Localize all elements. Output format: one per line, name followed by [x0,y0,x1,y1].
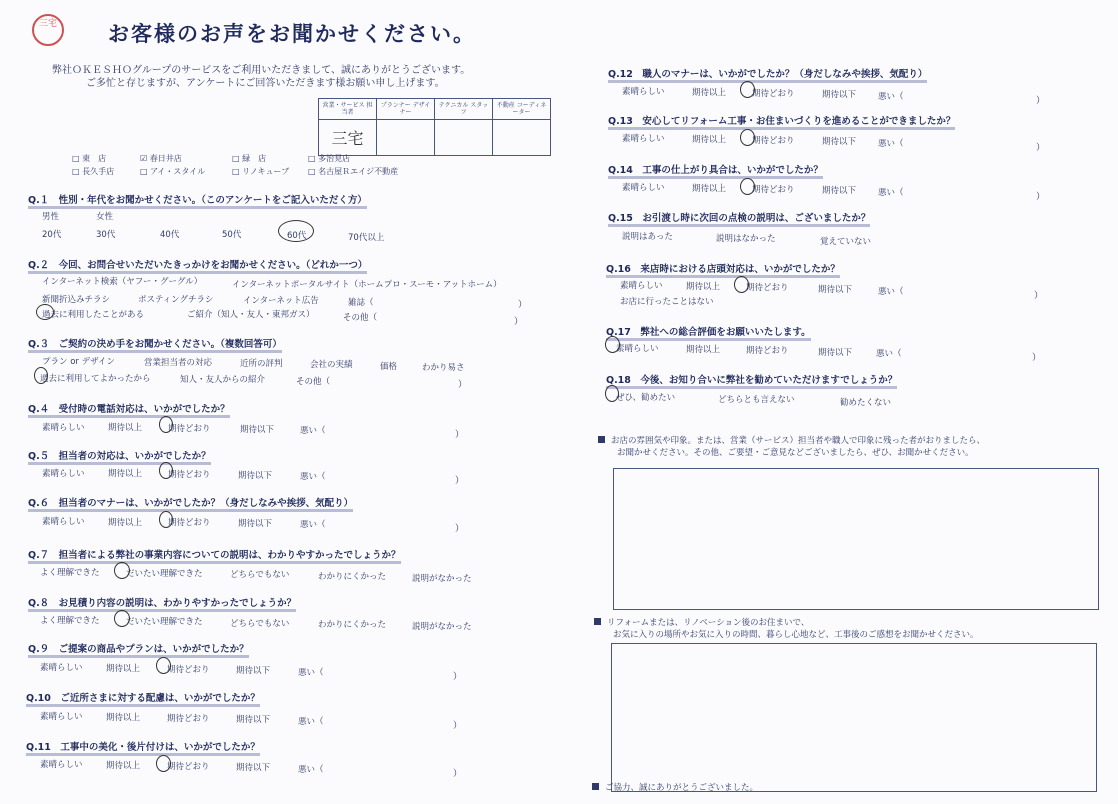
answer-circle [159,511,173,528]
q2-opt[interactable]: インターネット広告 [243,296,319,306]
scale-opt[interactable]: 期待以下 [822,90,857,100]
close-paren: ） [453,672,463,682]
q1-age-50[interactable]: 50代 [222,230,242,240]
answer-circle [156,657,171,674]
scale-opt[interactable]: 素晴らしい [42,469,85,479]
scale-opt[interactable]: 素晴らしい [40,712,83,722]
scale-opt[interactable]: どちらでもない [230,619,290,629]
scale-opt[interactable]: 期待以上 [686,282,721,292]
store-label: 多治見店 [318,154,351,163]
q17-text: Q.17 弊社への総合評価をお願いいたします。 [606,327,811,341]
close-paren: ） [1036,143,1046,153]
close-paren: ） [514,317,524,327]
scale-opt[interactable]: 期待以下 [238,471,273,481]
q1-age-70[interactable]: 70代以上 [348,233,385,243]
scale-opt[interactable]: 説明がなかった [412,574,472,584]
store-label: アイ・スタイル [150,167,206,176]
scale-opt[interactable]: 期待以下 [818,285,853,295]
scale-opt[interactable]: 悪い（ [878,287,904,297]
answer-circle [734,276,749,293]
q18-opt[interactable]: ぜひ、勧めたい [616,393,676,403]
q1-label [28,192,367,206]
q16-text: Q.16 来店時における店頭対応は、いかがでしたか？ [606,264,840,278]
scale-opt[interactable]: 悪い（ [300,520,326,530]
q1-gender-male[interactable]: 男性 [42,212,60,222]
scale-opt[interactable]: 悪い（ [878,139,904,149]
q3-opt[interactable]: 営業担当者の対応 [144,358,213,368]
q13-label [608,113,955,127]
answer-circle [156,755,171,772]
q14-text: Q.14 工事の仕上がり具合は、いかがでしたか？ [608,165,823,179]
q13-text: Q.13 安心してリフォーム工事・お住まいづくりを進めることができましたか？ [608,116,955,130]
q3-opt[interactable]: 知人・友人からの紹介 [180,375,266,385]
q15-opt[interactable]: 覚えていない [820,237,872,247]
free2-heading [594,617,979,641]
scale-opt[interactable]: 素晴らしい [622,87,665,97]
scale-opt[interactable]: 期待以上 [108,518,143,528]
q11-label [26,739,260,753]
q2-opt[interactable]: 新聞折込みチラシ [42,295,111,305]
scale-opt[interactable]: 素晴らしい [622,134,665,144]
stamp-text: 三宅 [38,19,57,29]
close-paren: ） [453,721,463,731]
answer-circle [114,610,130,627]
q1-gender-female[interactable]: 女性 [96,212,114,222]
q3-opt[interactable]: 近所の評判 [240,359,283,369]
q16-no-visit[interactable]: お店に行ったことはない [620,297,714,307]
scale-opt[interactable]: 期待どおり [168,424,211,434]
scale-opt[interactable]: 期待以上 [106,664,141,674]
close-paren: ） [455,476,465,486]
scale-opt[interactable]: 期待どおり [752,185,795,195]
q4-label [28,401,230,415]
q1-age-30[interactable]: 30代 [96,230,116,240]
answer-circle [114,562,130,579]
q18-opt[interactable]: 勧めたくない [840,398,892,408]
scale-opt[interactable]: 素晴らしい [42,517,85,527]
scale-opt[interactable]: どちらでもない [230,570,290,580]
store-midori[interactable]: □ 緑 店 [232,154,267,163]
footer-text: ご協力、誠にありがとうございました。 [605,783,759,793]
scale-opt[interactable]: 素晴らしい [622,183,665,193]
q3-opt[interactable]: プラン or デザイン [42,357,116,367]
q2-opt[interactable]: 過去に利用したことがある [42,310,145,320]
close-paren: ） [455,430,465,440]
scale-opt[interactable]: 期待どおり [746,346,789,356]
store-istyle[interactable]: □ アイ・スタイル [140,167,206,176]
q3-opt[interactable]: 価格 [380,362,398,372]
q5-label [28,448,211,462]
q9-text: Q.９ ご提案の商品やプランは、いかがでしたか？ [28,644,249,658]
q1-age-40[interactable]: 40代 [160,230,180,240]
q6-label [28,495,353,509]
scale-opt[interactable]: 素晴らしい [42,423,85,433]
scale-opt[interactable]: 素晴らしい [40,760,83,770]
q2-opt[interactable]: ご紹介（知人・友人・東邦ガス） [187,310,315,320]
store-nagoya-r[interactable]: □ 名古屋Ｒエイジ不動産 [308,167,399,176]
scale-opt[interactable]: 期待以下 [236,763,271,773]
scale-opt[interactable]: 悪い（ [300,472,326,482]
free1-heading [598,435,985,459]
close-paren: ） [1032,353,1042,363]
scale-opt[interactable]: 期待以上 [692,88,727,98]
q5-text: Q.５ 担当者の対応は、いかがでしたか？ [28,451,211,465]
staff-header: テクニカル スタッフ [435,99,493,120]
q2-opt[interactable]: ポスティングチラシ [138,295,214,305]
staff-table [318,98,551,156]
scale-opt[interactable]: わかりにくかった [318,620,387,630]
q18-label [606,372,897,386]
staff-value[interactable] [493,120,551,156]
answer-circle [605,336,620,353]
close-paren: ） [453,769,463,779]
q14-label [608,162,823,176]
q1-age-20[interactable]: 20代 [42,230,62,240]
close-paren: ） [1036,192,1046,202]
q6-text: Q.６ 担当者のマナーは、いかがでしたか？（身だしなみや挨拶、気配り） [28,498,353,512]
q9-label [28,641,249,655]
scale-opt[interactable]: 期待どおり [752,89,795,99]
store-renocube[interactable]: □ リノキューブ [232,167,290,176]
scale-opt[interactable]: 期待以下 [822,186,857,196]
store-kasugai[interactable]: ☑ 春日井店 [140,154,182,163]
q3-opt[interactable]: 過去に利用してよかったから [40,374,151,384]
answer-circle [159,462,173,479]
intro-line-1: 弊社ＯＫＥＳＨＯグループのサービスをご利用いただきまして、誠にありがとうございます。 [52,65,471,76]
scale-opt[interactable]: 期待以上 [686,345,721,355]
q8-text: Q.８ お見積り内容の説明は、わかりやすかったでしょうか？ [28,598,296,612]
store-label: 東 店 [82,154,107,163]
scale-opt[interactable]: 期待以上 [692,135,727,145]
q10-label [26,690,260,704]
close-paren: ） [458,380,468,390]
q15-opt[interactable]: 説明はなかった [716,234,776,244]
scale-opt[interactable]: 悪い（ [876,349,902,359]
free2-line1: リフォームまたは、リノベーション後のお住まいで、 [607,618,810,628]
scale-opt[interactable]: 期待どおり [752,136,795,146]
q12-text: Q.12 職人のマナーは、いかがでしたか？（身だしなみや挨拶、気配り） [608,69,927,83]
scale-opt[interactable]: よく理解できた [40,616,100,626]
scale-opt[interactable]: 期待どおり [167,762,210,772]
store-label: 春日井店 [149,154,182,163]
q8-label [28,595,296,609]
q3-opt[interactable]: その他（ [296,377,331,387]
q2-opt[interactable]: 雑誌（ [348,298,374,308]
free1-line2: お聞かせください。その他、ご要望・ご意見などございましたら、ぜひ、お聞かせください。 [617,448,974,458]
scale-opt[interactable]: わかりにくかった [318,572,387,582]
scale-opt[interactable]: 悪い（ [300,426,326,436]
answer-circle [278,220,314,242]
store-label: 長久手店 [82,167,115,176]
q11-text: Q.11 工事中の美化・後片付けは、いかがでしたか？ [26,742,260,756]
staff-header: 営業・サービス 担当者 [319,99,377,120]
scale-opt[interactable]: 期待以下 [818,348,853,358]
page-title: お客様のお声をお聞かせください。 [108,22,476,46]
scale-opt[interactable]: 期待以上 [108,423,143,433]
scale-opt[interactable]: 悪い（ [298,717,324,727]
scale-opt[interactable]: 期待どおり [168,470,211,480]
q12-label [608,66,927,80]
q2-opt[interactable]: インターネット検索（ヤフー・グーグル） [42,277,203,287]
answer-circle [605,385,619,402]
q15-opt[interactable]: 説明はあった [622,232,673,242]
scale-opt[interactable]: よく理解できた [40,568,100,578]
answer-circle [159,416,173,433]
intro-line-2: ご多忙と存じますが、アンケートにご回答いただきます様お願い申し上げます。 [86,78,445,89]
scale-opt[interactable]: 悪い（ [298,668,324,678]
q10-text: Q.10 ご近所さまに対する配慮は、いかがでしたか？ [26,693,260,707]
q3-opt[interactable]: 会社の実績 [310,360,353,370]
free2-textbox[interactable] [611,643,1097,792]
scale-opt[interactable]: 悪い（ [298,765,324,775]
answer-circle [740,178,755,195]
free1-textbox[interactable] [613,468,1099,610]
scale-opt[interactable]: 期待以上 [106,761,141,771]
q2-label [28,257,367,271]
scale-opt[interactable]: 期待以下 [240,425,275,435]
staff-value[interactable] [435,120,493,156]
scale-opt[interactable]: 悪い（ [878,188,904,198]
store-label: リノキューブ [242,167,290,176]
scale-opt[interactable]: 素晴らしい [616,344,659,354]
staff-header: 不動産 コーディネーター [493,99,551,120]
store-label: 緑 店 [242,154,267,163]
bullet-icon [592,783,599,790]
q2-text: Q.２ 今回、お問合せいただいたきっかけをお聞かせください。（どれか一つ） [28,260,367,274]
q3-label [28,336,282,350]
q2-opt[interactable]: その他（ [343,313,378,323]
q7-text: Q.７ 担当者による弊社の事業内容についての説明は、わかりやすかったでしょうか？ [28,550,401,564]
q16-label [606,261,840,275]
scale-opt[interactable]: 期待以上 [108,469,143,479]
scale-opt[interactable]: 説明がなかった [412,622,472,632]
staff-header: プランナー デザイナー [377,99,435,120]
bullet-icon [598,436,605,443]
q18-text: Q.18 今後、お知り合いに弊社を勧めていただけますでしょうか？ [606,375,897,389]
q7-label [28,547,401,561]
store-tajimi[interactable]: □ 多治見店 [308,154,351,163]
q15-label [608,210,870,224]
q4-text: Q.４ 受付時の電話対応は、いかがでしたか？ [28,404,230,418]
scale-opt[interactable]: 期待どおり [168,518,211,528]
scale-opt[interactable]: 期待どおり [746,283,789,293]
staff-value[interactable]: 三宅 [319,120,377,156]
scale-opt[interactable]: 期待以下 [238,519,273,529]
q17-label [606,324,811,338]
q18-opt[interactable]: どちらとも言えない [718,395,795,405]
footer-thanks [592,782,758,794]
answer-circle [740,81,755,98]
store-nagakute[interactable]: □ 長久手店 [72,167,115,176]
close-paren: ） [455,524,465,534]
q2-opt[interactable]: インターネットポータルサイト（ホームプロ・スーモ・アットホーム） [232,280,502,290]
q3-text: Q.３ ご契約の決め手をお聞かせください。（複数回答可） [28,339,282,353]
free1-line1: お店の雰囲気や印象。または、営業（サービス）担当者や職人で印象に残った者がおりましたら、 [611,436,986,446]
scale-opt[interactable]: 悪い（ [878,92,904,102]
scale-opt[interactable]: 素晴らしい [620,281,663,291]
store-east[interactable]: □ 東 店 [72,154,107,163]
staff-value[interactable] [377,120,435,156]
seal-stamp [32,14,64,46]
q3-opt[interactable]: わかり易さ [422,363,465,373]
scale-opt[interactable]: 期待どおり [167,714,210,724]
close-paren: ） [518,300,528,310]
scale-opt[interactable]: 期待以下 [236,666,271,676]
scale-opt[interactable]: 期待以上 [106,713,141,723]
answer-circle [34,367,48,384]
store-label: 名古屋Ｒエイジ不動産 [318,167,399,176]
scale-opt[interactable]: 期待どおり [167,665,210,675]
free2-line2: お気に入りの場所やお気に入りの時間、暮らし心地など、工事後のご感想をお聞かせください。 [613,630,979,640]
scale-opt[interactable]: 期待以下 [236,715,271,725]
scale-opt[interactable]: 素晴らしい [40,663,83,673]
answer-circle [740,129,755,146]
bullet-icon [594,618,601,625]
close-paren: ） [1034,291,1044,301]
scale-opt[interactable]: 期待以下 [822,137,857,147]
scale-opt[interactable]: だいたい理解できた [126,617,203,627]
answer-circle [36,304,54,320]
scale-opt[interactable]: 期待以上 [692,184,727,194]
q15-text: Q.15 お引渡し時に次回の点検の説明は、ございましたか？ [608,213,870,227]
q1-age-60[interactable]: 60代 [287,231,307,241]
close-paren: ） [1036,96,1046,106]
scale-opt[interactable]: だいたい理解できた [126,569,203,579]
q1-text: Q.１ 性別・年代をお聞かせください。（このアンケートをご記入いただく方） [28,195,367,209]
